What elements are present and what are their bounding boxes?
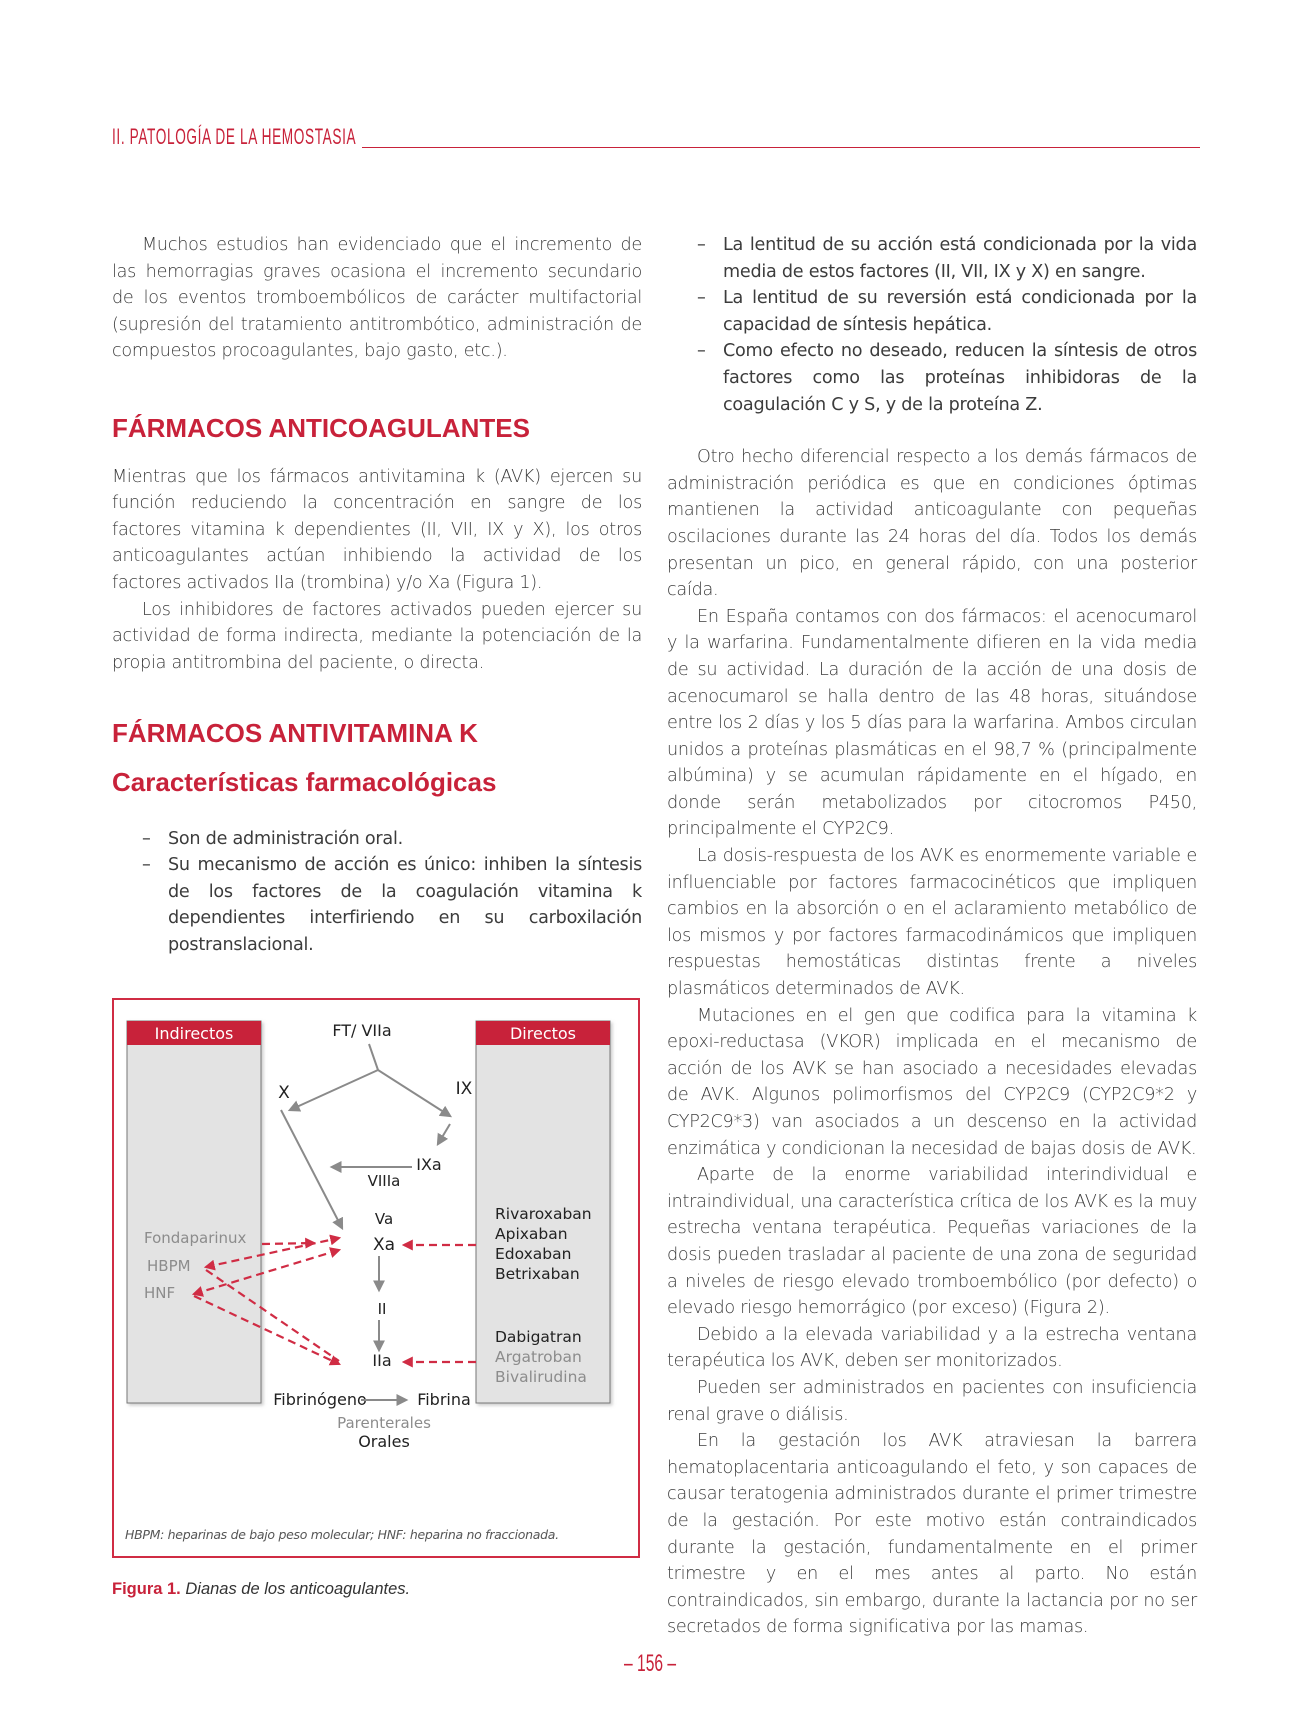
intro-paragraph: Muchos estudios han evidenciado que el incremento de las hemorragias graves ocasiona el incremento secundario de los eventos tromboembólicos de carácter multifactorial (supresión del tratamiento antitrombótico, administración de compuestos procoagulantes, bajo gasto, etc.). <box>112 235 642 362</box>
drug-fondaparinux: Fondaparinux <box>144 1229 247 1247</box>
page-number-text: – 156 – <box>623 1650 677 1677</box>
header-rule <box>362 147 1200 148</box>
drug-betrixaban: Betrixaban <box>495 1265 580 1283</box>
direct-title: Directos <box>509 1024 577 1043</box>
left-column <box>112 232 642 958</box>
indirect-box <box>127 1021 261 1403</box>
paragraph: Mientras que los fármacos antivitamina k (AVK) ejercen su función reduciendo la concentración en sangre de los factores vitamina k dependientes (II, VII, IX y X), los otros anticoagulantes actúan inhibiendo la actividad de los factores activados IIa (trombina) y/o Xa (Figura 1). <box>112 466 642 593</box>
paragraph: Mutaciones en el gen que codifica para la vitamina k epoxi-reductasa (VKOR) implicada en el mecanismo de acción de los AVK se han asociado a necesidades elevadas de AVK. Algunos polimorfismos del CYP2C9 (CYP2C9*2 y CYP2C9*3) van asociados a un descenso en la actividad enzimática y condicionan la necesidad de bajas dosis de AVK. <box>667 1005 1197 1159</box>
node-iia: IIa <box>372 1351 392 1370</box>
paragraph: Aparte de la enorme variabilidad interindividual e intraindividual, una característica crítica de los AVK es la muy estrecha ventana terapéutica. Pequeñas variaciones de la dosis pueden trasladar al paciente de una zona de seguridad a niveles de riesgo elevado tromboembólico (por defecto) o elevado riesgo hemorrágico (por exceso) (Figura 2). <box>667 1165 1197 1319</box>
node-x: X <box>278 1083 290 1103</box>
drug-argatroban: Argatroban <box>495 1348 582 1366</box>
section-heading-anticoagulantes: FÁRMACOS ANTICOAGULANTES <box>112 412 530 443</box>
node-fibrina: Fibrina <box>417 1390 471 1409</box>
node-ix: IX <box>455 1079 473 1099</box>
node-xa: Xa <box>372 1235 396 1255</box>
paragraph: Debido a la elevada variabilidad y a la estrecha ventana terapéutica los AVK, deben ser monitorizados. <box>667 1324 1197 1372</box>
list-item: – Son de administración oral. <box>112 826 642 853</box>
running-title: II. PATOLOGÍA DE LA HEMOSTASIA <box>112 124 357 149</box>
node-viiia: VIIIa <box>367 1172 401 1190</box>
caption-text: Dianas de los anticoagulantes. <box>185 1580 411 1598</box>
node-ii: II <box>377 1300 387 1318</box>
bullet-list <box>112 826 642 959</box>
drug-rivaroxaban: Rivaroxaban <box>495 1205 592 1223</box>
list-item: – Su mecanismo de acción es único: inhiben la síntesis de los factores de la coagulación vitamina k dependientes interfiriendo en su carboxilación postranslacional. <box>112 852 642 958</box>
figure-anticoagulant-targets <box>112 998 640 1558</box>
drug-edoxaban: Edoxaban <box>495 1245 572 1263</box>
paragraph: Otro hecho diferencial respecto a los demás fármacos de administración periódica es que en condiciones óptimas mantienen la actividad anticoagulante con pequeñas oscilaciones durante las 24 horas del día. Todos los demás presentan un pico, en general rápido, con una posterior caída. <box>667 447 1197 601</box>
caption-label: Figura 1. <box>112 1580 181 1598</box>
legend-parenterales: Parenterales <box>337 1414 431 1432</box>
paragraph: En la gestación los AVK atraviesan la barrera hematoplacentaria anticoagulando el feto, y son capaces de causar teratogenia administrados durante el primer trimestre de la gestación. Por este motivo están contraindicados durante la gestación, fundamentalmente en el primer trimestre y en el mes antes al parto. No están contraindicados, sin embargo, durante la lactancia por no ser secretados de forma significativa por las mamas. <box>667 1431 1197 1638</box>
drug-dabigatran: Dabigatran <box>495 1328 582 1346</box>
indirect-title: Indirectos <box>154 1024 234 1043</box>
paragraph: La dosis-respuesta de los AVK es enormemente variable e influenciable por factores farmacocinéticos que impliquen cambios en la absorción o en el aclaramiento metabólico de los mismos y por factores farmacodinámicos que impliquen respuestas hemostáticas distintas frente a niveles plasmáticos determinados de AVK. <box>667 846 1197 1000</box>
node-fibrinogeno: Fibrinógeno <box>273 1390 367 1409</box>
figure-footnote: HBPM: heparinas de bajo peso molecular; HNF: heparina no fraccionada. <box>125 1527 559 1542</box>
section-heading-antivitamina-k: FÁRMACOS ANTIVITAMINA K <box>112 718 478 749</box>
node-ft-viia: FT/ VIIa <box>332 1021 392 1040</box>
node-ixa: IXa <box>416 1155 442 1174</box>
list-item: – Como efecto no deseado, reducen la síntesis de otros factores como las proteínas inhibidoras de la coagulación C y S, y de la proteína Z. <box>667 338 1197 418</box>
drug-hbpm: HBPM <box>147 1257 191 1275</box>
page-number <box>0 1650 1300 1678</box>
legend-orales: Orales <box>358 1432 410 1451</box>
running-header <box>112 120 1200 150</box>
bullet-list <box>667 232 1197 418</box>
drug-hnf: HNF <box>144 1284 176 1302</box>
paragraph: Pueden ser administrados en pacientes con insuficiencia renal grave o diálisis. <box>667 1377 1197 1425</box>
list-item: – La lentitud de su acción está condicionada por la vida media de estos factores (II, VII, IX y X) en sangre. <box>667 232 1197 285</box>
subsection-heading: Características farmacológicas <box>112 766 497 797</box>
paragraph: Los inhibidores de factores activados pueden ejercer su actividad de forma indirecta, mediante la potenciación de la propia antitrombina del paciente, o directa. <box>112 599 642 673</box>
list-item: – La lentitud de su reversión está condicionada por la capacidad de síntesis hepática. <box>667 285 1197 338</box>
coagulation-diagram <box>114 1000 638 1556</box>
drug-bivalirudina: Bivalirudina <box>495 1368 587 1386</box>
node-va: Va <box>374 1210 394 1228</box>
figure-caption <box>112 1580 410 1599</box>
pathway-arrows <box>281 1044 450 1400</box>
right-column <box>667 232 1197 1641</box>
paragraph: En España contamos con dos fármacos: el acenocumarol y la warfarina. Fundamentalmente difieren en la vida media de su actividad. La duración de la acción de una dosis de acenocumarol se halla dentro de las 48 horas, situándose entre los 2 días y los 5 días para la warfarina. Ambos circulan unidos a proteínas plasmáticas en el 98,7 % (principalmente albúmina) y se acumulan rápidamente en el hígado, en donde serán metabolizados por citocromos P450, principalmente el CYP2C9. <box>667 606 1197 840</box>
drug-apixaban: Apixaban <box>495 1225 568 1243</box>
